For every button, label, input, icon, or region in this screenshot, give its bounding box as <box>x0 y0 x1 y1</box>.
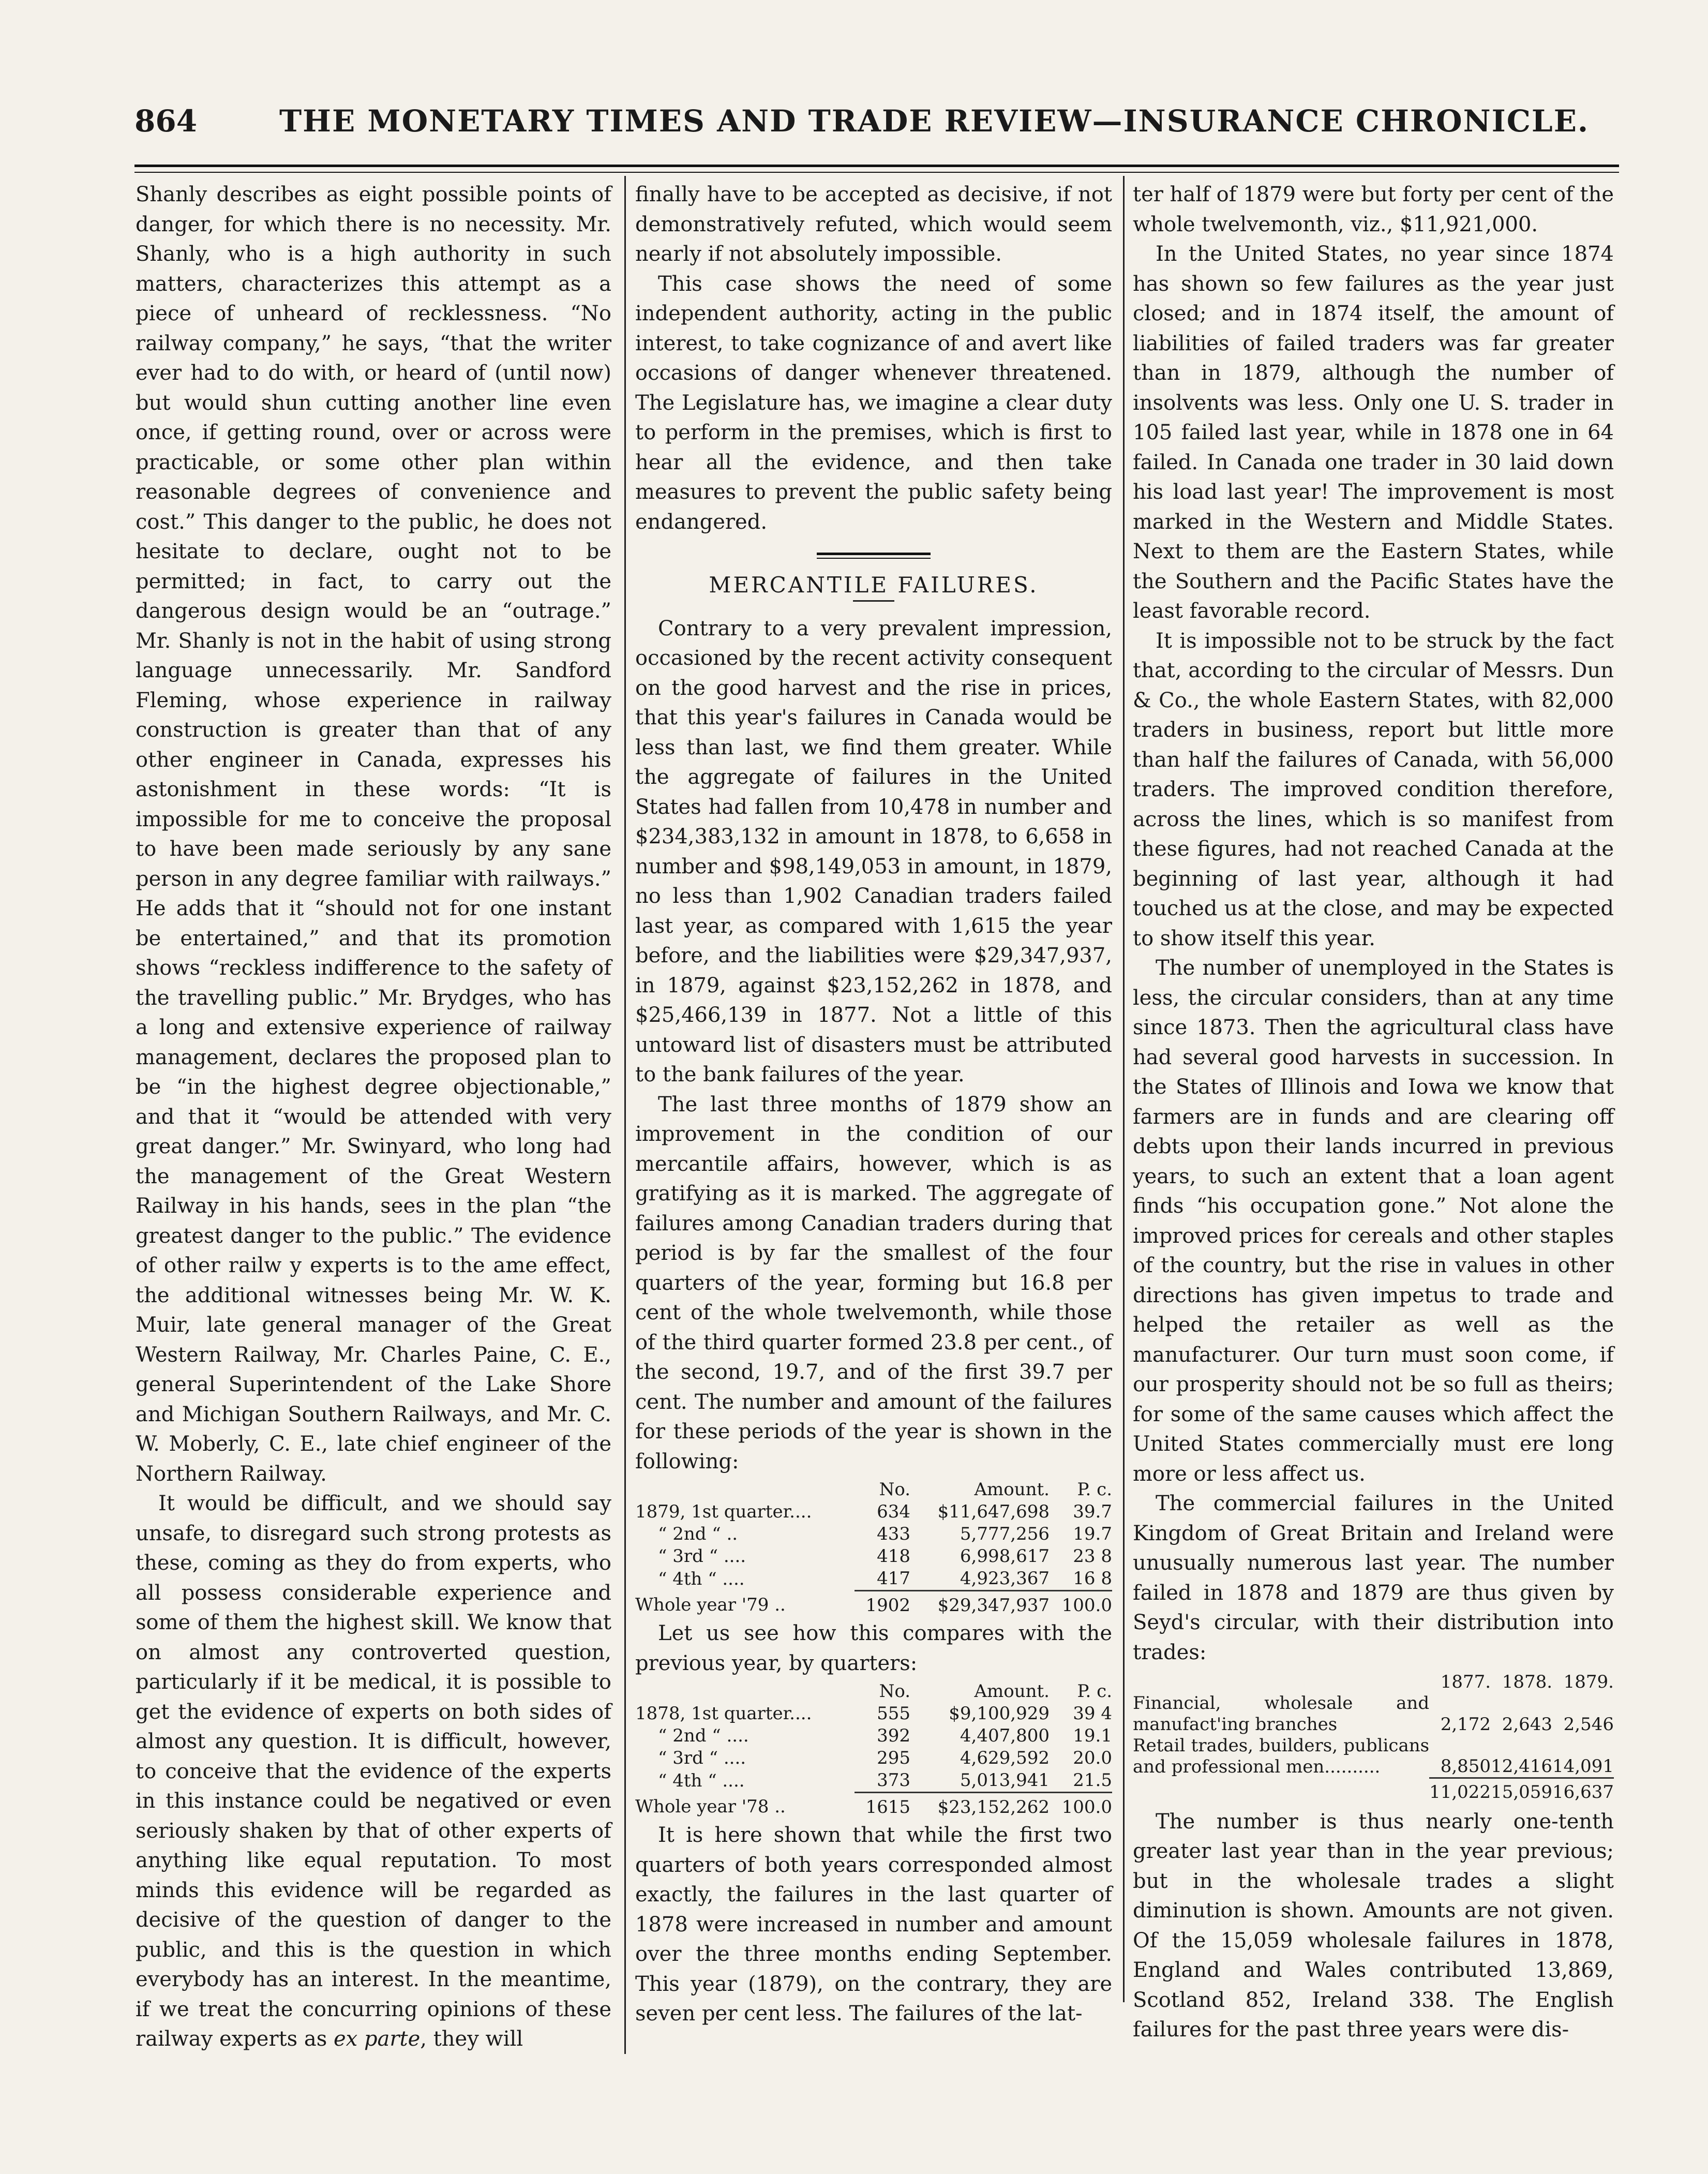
table-row: “ 4th “ .... 373 5,013,941 21.5 <box>658 1770 1112 1791</box>
col3-paragraph-2: In the United States, no year since 1874 has shown so few failures as the year just closed; and in 1874 itself, the amount of liabilities of failed traders was far greater than in 1879, although the number of insolvents was less. Only one U. S. trader in 105 failed last year, while in 1878 one in 64 failed. In Canada one trader in 30 laid down his load last year! The improvement is most marked in the Western and Middle States. Next to them are the Eastern States, while the Southern and the Pacific States have the least favorable record. <box>1133 242 1614 623</box>
page-header <box>134 98 1619 160</box>
table-header: Amount. <box>974 1681 1050 1702</box>
section-heading: MERCANTILE FAILURES. <box>709 572 1039 598</box>
uk-trades-table <box>1133 1672 1614 1803</box>
table-row: Retail trades, builders, publicans and professional men.......... 8,850 12,416 14,091 <box>1133 1735 1614 1777</box>
header-rule-thin <box>134 172 1619 173</box>
table-row: “ 2nd “ .. 433 5,777,256 19.7 <box>658 1524 1112 1544</box>
table-header: 1877. <box>1440 1672 1491 1692</box>
header-rule-thick <box>134 165 1619 167</box>
col3-paragraph-6: The number is thus nearly one-tenth greater last year than in the year previous; but in the wholesale trades a slight diminution is shown. Amounts are not given. Of the 15,059 wholesale failures in 1878, England and Wales contributed 13,869, Scotland 852, Ireland 338. The English failures for the past three years were dis- <box>1133 1809 1614 2042</box>
col2-paragraph-3: Contrary to a very prevalent impression, occasioned by the recent activity consequent on the good harvest and the rise in prices, that this year's failures in Canada would be less than last, we find them greater. While the aggregate of failures in the United States had fallen from 10,478 in number and $234,383,132 in amount in 1878, to 6,658 in number and $98,149,053 in amount, in 1879, no less than 1,902 Canadian traders failed last year, as compared with 1,615 the year before, and the liabilities were $29,347,937, in 1879, against $23,152,262 in 1878, and $25,466,139 in 1877. Not a little of this untoward list of disasters must be attributed to the bank failures of the year. <box>635 616 1112 1086</box>
table-total-row: 11,022 15,059 16,637 <box>1133 1778 1614 1803</box>
col1-paragraph-2: It would be difficult, and we should say unsafe, to disregard such strong protests as these, coming as they do from experts, who all possess considerable experience and some of them the highest skill. We know that on almost any controverted question, particularly if it be medical, it is possible to get the evidence of experts on both sides of almost any question. It is difficult, however, to conceive that the evidence of the experts in this instance could be negatived or even seriously shaken by that of other experts of anything like equal reputation. To most minds this evidence will be regarded as decisive of the question of danger to the public, and this is the question in which everybody has an interest. In the meantime, if we treat the concurring opinions of these railway experts as ex parte, they will <box>136 1492 611 2051</box>
col3-paragraph-4: The number of unemployed in the States is less, the circular considers, than at any time since 1873. Then the agricultural class have had several good harvests in succession. In the States of Illinois and Iowa we know that farmers are in funds and are clearing off debts upon their lands incurred in previous years, to such an extent that a loan agent finds “his occupation gone.” Not alone the improved prices for cereals and other staples of the country, but the rise in values in other directions has given impetus to trade and helped the retailer as well as the manufacturer. Our turn must soon come, if our prosperity should not be so full as theirs; for some of the same causes which affect the United States commercially must ere long more or less affect us. <box>1133 956 1614 1486</box>
column-1 <box>136 180 611 2054</box>
col3-paragraph-5: The commercial failures in the United Kingdom of Great Britain and Ireland were unusually numerous last year. The number failed in 1878 and 1879 are thus given by Seyd's circular, with their distribution into trades: <box>1133 1492 1614 1664</box>
col2-paragraph-1: finally have to be accepted as decisive, if not demonstratively refuted, which would seem nearly if not absolutely impossible. <box>635 183 1112 266</box>
table-header: 1878. <box>1502 1672 1553 1692</box>
publication-title: THE MONETARY TIMES AND TRADE REVIEW—INSURANCE CHRONICLE. <box>279 103 1590 139</box>
table-row: Financial, wholesale and manufact'ing branches 2,172 2,643 2,546 <box>1133 1693 1614 1735</box>
col2-paragraph-5: Let us see how this compares with the previous year, by quarters: <box>635 1621 1112 1675</box>
table-total-row: Whole year '78 .. 1615 $23,152,262 100.0 <box>635 1793 1112 1819</box>
column-divider-2 <box>1123 176 1125 2002</box>
table-row: “ 2nd “ .... 392 4,407,800 19.1 <box>658 1725 1112 1746</box>
col2-paragraph-4: The last three months of 1879 show an improvement in the condition of our mercantile affairs, however, which is as gratifying as it is marked. The aggregate of failures among Canadian traders during that period is by far the smallest of the four quarters of the year, forming but 16.8 per cent of the whole twelvemonth, while those of the third quarter formed 23.8 per cent., of the second, 19.7, and of the first 39.7 per cent. The number and amount of the failures for these periods of the year is shown in the following: <box>635 1092 1112 1473</box>
table-row: “ 3rd “ .... 295 4,629,592 20.0 <box>658 1748 1112 1768</box>
failures-1879-table <box>635 1479 1112 1617</box>
table-row: “ 4th “ .... 417 4,923,367 16 8 <box>658 1568 1112 1589</box>
heading-dash <box>853 600 894 602</box>
col3-paragraph-1: ter half of 1879 were but forty per cent of the whole twelvemonth, viz., $11,921,000. <box>1133 183 1614 236</box>
table-header: P. c. <box>1077 1681 1112 1702</box>
col2-paragraph-6: It is here shown that while the first two quarters of both years corresponded almost exactly, the failures in the last quarter of 1878 were increased in number and amount over the three months ending September. This year (1879), on the contrary, they are seven per cent less. The failures of the lat- <box>635 1823 1112 2026</box>
col1-paragraph-1: Shanly describes as eight possible points of danger, for which there is no necessity. Mr. Shanly, who is a high authority in such matters, characterizes this attempt as a piece of unheard of recklessness. “No railway company,” he says, “that the writer ever had to do with, or heard of (until now) but would shun cutting another line even once, if getting round, over or across were practicable, or some other plan within reasonable degrees of convenience and cost.” This danger to the public, he does not hesitate to declare, ought not to be permitted; in fact, to carry out the dangerous design would be an “outrage.” Mr. Shanly is not in the habit of using strong language unnecessarily. Mr. Sandford Fleming, whose experience in railway construction is greater than that of any other engineer in Canada, expresses his astonishment in these words: “It is impossible for me to conceive the proposal to have been made seriously by any sane person in any degree familiar with railways.” He adds that it “should not for one instant be entertained,” and that its promotion shows “reckless indifference to the safety of the travelling public.” Mr. Brydges, who has a long and extensive experience of railway management, declares the proposed plan to be “in the highest degree objectionable,” and that it “would be attended with very great danger.” Mr. Swinyard, who long had the management of the Great Western Railway in his hands, sees in the plan “the greatest danger to the public.” The evidence of other railw y experts is to the ame effect, the additional witnesses being Mr. W. K. Muir, late general manager of the Great Western Railway, Mr. Charles Paine, C. E., general Superintendent of the Lake Shore and Michigan Southern Railways, and Mr. C. W. Moberly, C. E., late chief engineer of the Northern Railway. <box>136 183 611 1486</box>
col3-paragraph-3: It is impossible not to be struck by the fact that, according to the circular of Messrs. Dun & Co., the whole Eastern States, with 82,000 traders in business, report but little more than half the failures of Canada, with 56,000 traders. The improved condition therefore, across the lines, which is so manifest from these figures, had not reached Canada at the beginning of last year, although it had touched us at the close, and may be expected to show itself this year. <box>1133 629 1614 950</box>
col1-italic-phrase: ex parte <box>334 2027 421 2051</box>
table-header: 1879. <box>1563 1672 1614 1692</box>
column-3 <box>1133 180 1614 2045</box>
col2-paragraph-2: This case shows the need of some independent authority, acting in the public interest, to take cognizance of and avert like occasions of danger whenever threatened. The Legislature has, we imagine a clear duty to perform in the premises, which is first to hear all the evidence, and then take measures to prevent the public safety being endangered. <box>635 272 1112 534</box>
table-total-row: Whole year '79 .. 1902 $29,347,937 100.0 <box>635 1591 1112 1617</box>
column-2 <box>635 180 1112 2029</box>
table-row: “ 3rd “ .... 418 6,998,617 23 8 <box>658 1546 1112 1567</box>
page-number: 864 <box>134 103 198 139</box>
table-header: No. <box>879 1479 911 1500</box>
table-header: P. c. <box>1077 1479 1112 1500</box>
table-header: Amount. <box>974 1479 1050 1500</box>
failures-1878-table <box>635 1680 1112 1819</box>
section-ornament-rule <box>817 552 931 562</box>
table-row: 1879, 1st quarter.... 634 $11,647,698 39.7 <box>635 1501 1112 1522</box>
column-divider-1 <box>624 176 626 2054</box>
table-row: 1878, 1st quarter.... 555 $9,100,929 39 4 <box>635 1703 1112 1724</box>
table-header: No. <box>879 1681 911 1702</box>
